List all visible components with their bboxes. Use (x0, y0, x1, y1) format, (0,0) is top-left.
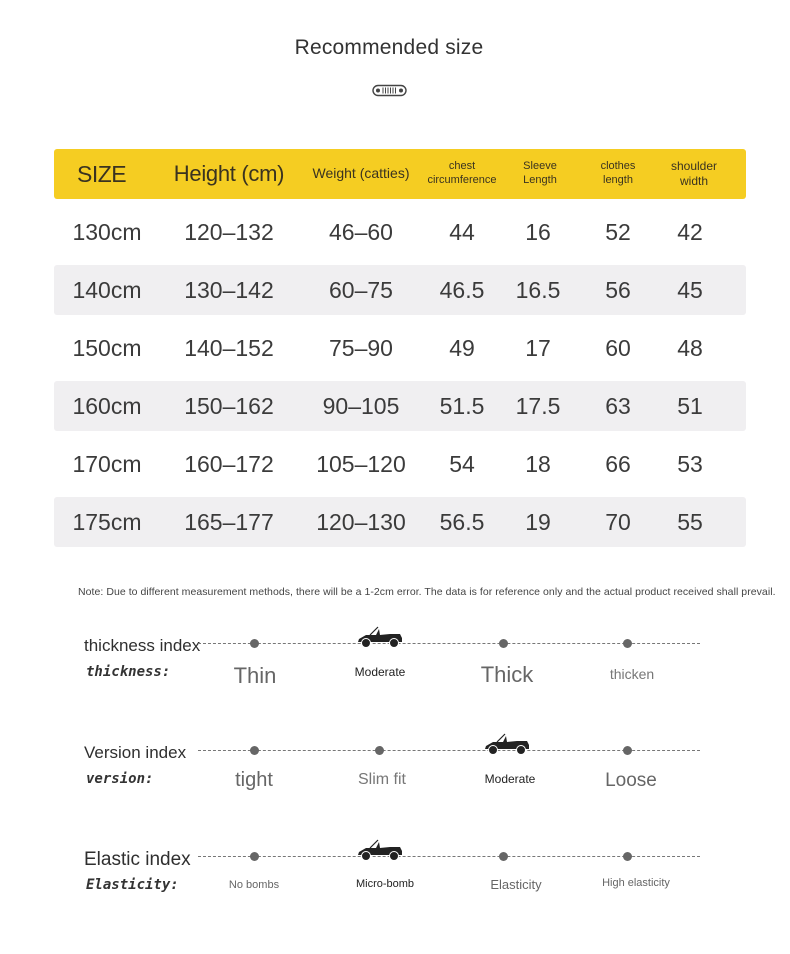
table-row (54, 265, 746, 315)
cell-size: 150cm (72, 334, 142, 361)
index-title: Version index (84, 743, 187, 762)
cell-height: 150–162 (184, 392, 274, 419)
cell-shoulder: 55 (677, 508, 703, 535)
scale-dot (250, 852, 259, 861)
cell-sleeve: 16.5 (515, 276, 561, 303)
cell-chest: 54 (449, 450, 475, 477)
cell-height: 165–177 (184, 508, 274, 535)
scale-dot (375, 746, 384, 755)
jeep-icon (356, 625, 404, 649)
measurement-note: Note: Due to different measurement methods, there will be a 1-2cm error. The data is for reference only and the actual product received shall prevail. (78, 586, 776, 598)
cell-sleeve: 17.5 (515, 392, 561, 419)
cell-clothes-length: 56 (605, 276, 631, 303)
cell-shoulder: 48 (677, 334, 703, 361)
scale-dot (623, 746, 632, 755)
scale-dot (623, 852, 632, 861)
cell-shoulder: 51 (677, 392, 703, 419)
header-chest: chest circumference (427, 160, 497, 186)
cell-weight: 120–130 (316, 508, 406, 535)
index-subtitle: thickness: (86, 664, 171, 680)
option-tight: tight (235, 769, 273, 791)
index-title: thickness index (84, 636, 201, 655)
option-moderate: Moderate (354, 665, 406, 679)
index-subtitle: version: (86, 771, 154, 787)
cell-chest: 49 (449, 334, 475, 361)
cell-clothes-length: 60 (605, 334, 631, 361)
option-loose: Loose (605, 770, 657, 791)
table-row (54, 207, 746, 257)
index-subtitle: Elasticity: (86, 877, 179, 893)
cell-chest: 44 (449, 218, 475, 245)
page-title: Recommended size (294, 36, 484, 59)
cell-size: 160cm (72, 392, 142, 419)
cell-sleeve: 17 (525, 334, 551, 361)
scale-dot (250, 746, 259, 755)
option-thick: Thick (480, 662, 534, 687)
cell-weight: 60–75 (329, 276, 393, 303)
jeep-icon (356, 838, 404, 862)
cell-weight: 90–105 (322, 392, 400, 419)
cell-shoulder: 53 (677, 450, 703, 477)
header-weight: Weight (catties) (312, 165, 410, 182)
cell-chest: 56.5 (439, 508, 485, 535)
header-shoulder: shoulder width (670, 159, 718, 188)
cell-height: 120–132 (184, 218, 274, 245)
jeep-icon (483, 732, 531, 756)
cell-sleeve: 18 (525, 450, 551, 477)
cell-size: 175cm (72, 508, 142, 535)
cell-clothes-length: 70 (605, 508, 631, 535)
cell-shoulder: 42 (677, 218, 703, 245)
cell-weight: 75–90 (329, 334, 393, 361)
cell-weight: 105–120 (316, 450, 406, 477)
option-slim-fit: Slim fit (358, 771, 406, 788)
cell-height: 160–172 (184, 450, 274, 477)
header-clothes-length: clothes length (600, 160, 636, 186)
cell-chest: 51.5 (439, 392, 485, 419)
cell-chest: 46.5 (439, 276, 485, 303)
option-no-bombs: No bombs (228, 879, 280, 891)
scale-dot (499, 639, 508, 648)
header-size: SIZE (77, 160, 127, 187)
cell-size: 140cm (72, 276, 142, 303)
cell-height: 130–142 (184, 276, 274, 303)
cell-sleeve: 19 (525, 508, 551, 535)
option-micro-bomb: Micro-bomb (355, 878, 415, 890)
index-title: Elastic index (84, 849, 191, 870)
option-high-elasticity: High elasticity (602, 877, 670, 889)
table-row (54, 381, 746, 431)
table-row (54, 497, 746, 547)
cell-clothes-length: 52 (605, 218, 631, 245)
scale-dot (499, 852, 508, 861)
cell-height: 140–152 (184, 334, 274, 361)
size-table (54, 149, 746, 547)
option-thicken: thicken (609, 666, 655, 682)
cell-sleeve: 16 (525, 218, 551, 245)
header-sleeve: Sleeve Length (523, 160, 557, 186)
table-row (54, 323, 746, 373)
option-thin: Thin (233, 663, 277, 688)
cell-shoulder: 45 (677, 276, 703, 303)
cell-size: 130cm (72, 218, 142, 245)
cell-weight: 46–60 (329, 218, 393, 245)
option-moderate: Moderate (484, 772, 536, 786)
table-row (54, 439, 746, 489)
table-header (54, 149, 746, 199)
cell-clothes-length: 66 (605, 450, 631, 477)
header-height: Height (cm) (173, 161, 285, 187)
option-elasticity: Elasticity (490, 877, 542, 892)
scale-dot (623, 639, 632, 648)
version-index (0, 727, 790, 827)
thickness-index (0, 620, 790, 720)
cell-clothes-length: 63 (605, 392, 631, 419)
grille-badge-icon (372, 84, 407, 97)
elastic-index (0, 833, 790, 933)
scale-dot (250, 639, 259, 648)
cell-size: 170cm (72, 450, 142, 477)
